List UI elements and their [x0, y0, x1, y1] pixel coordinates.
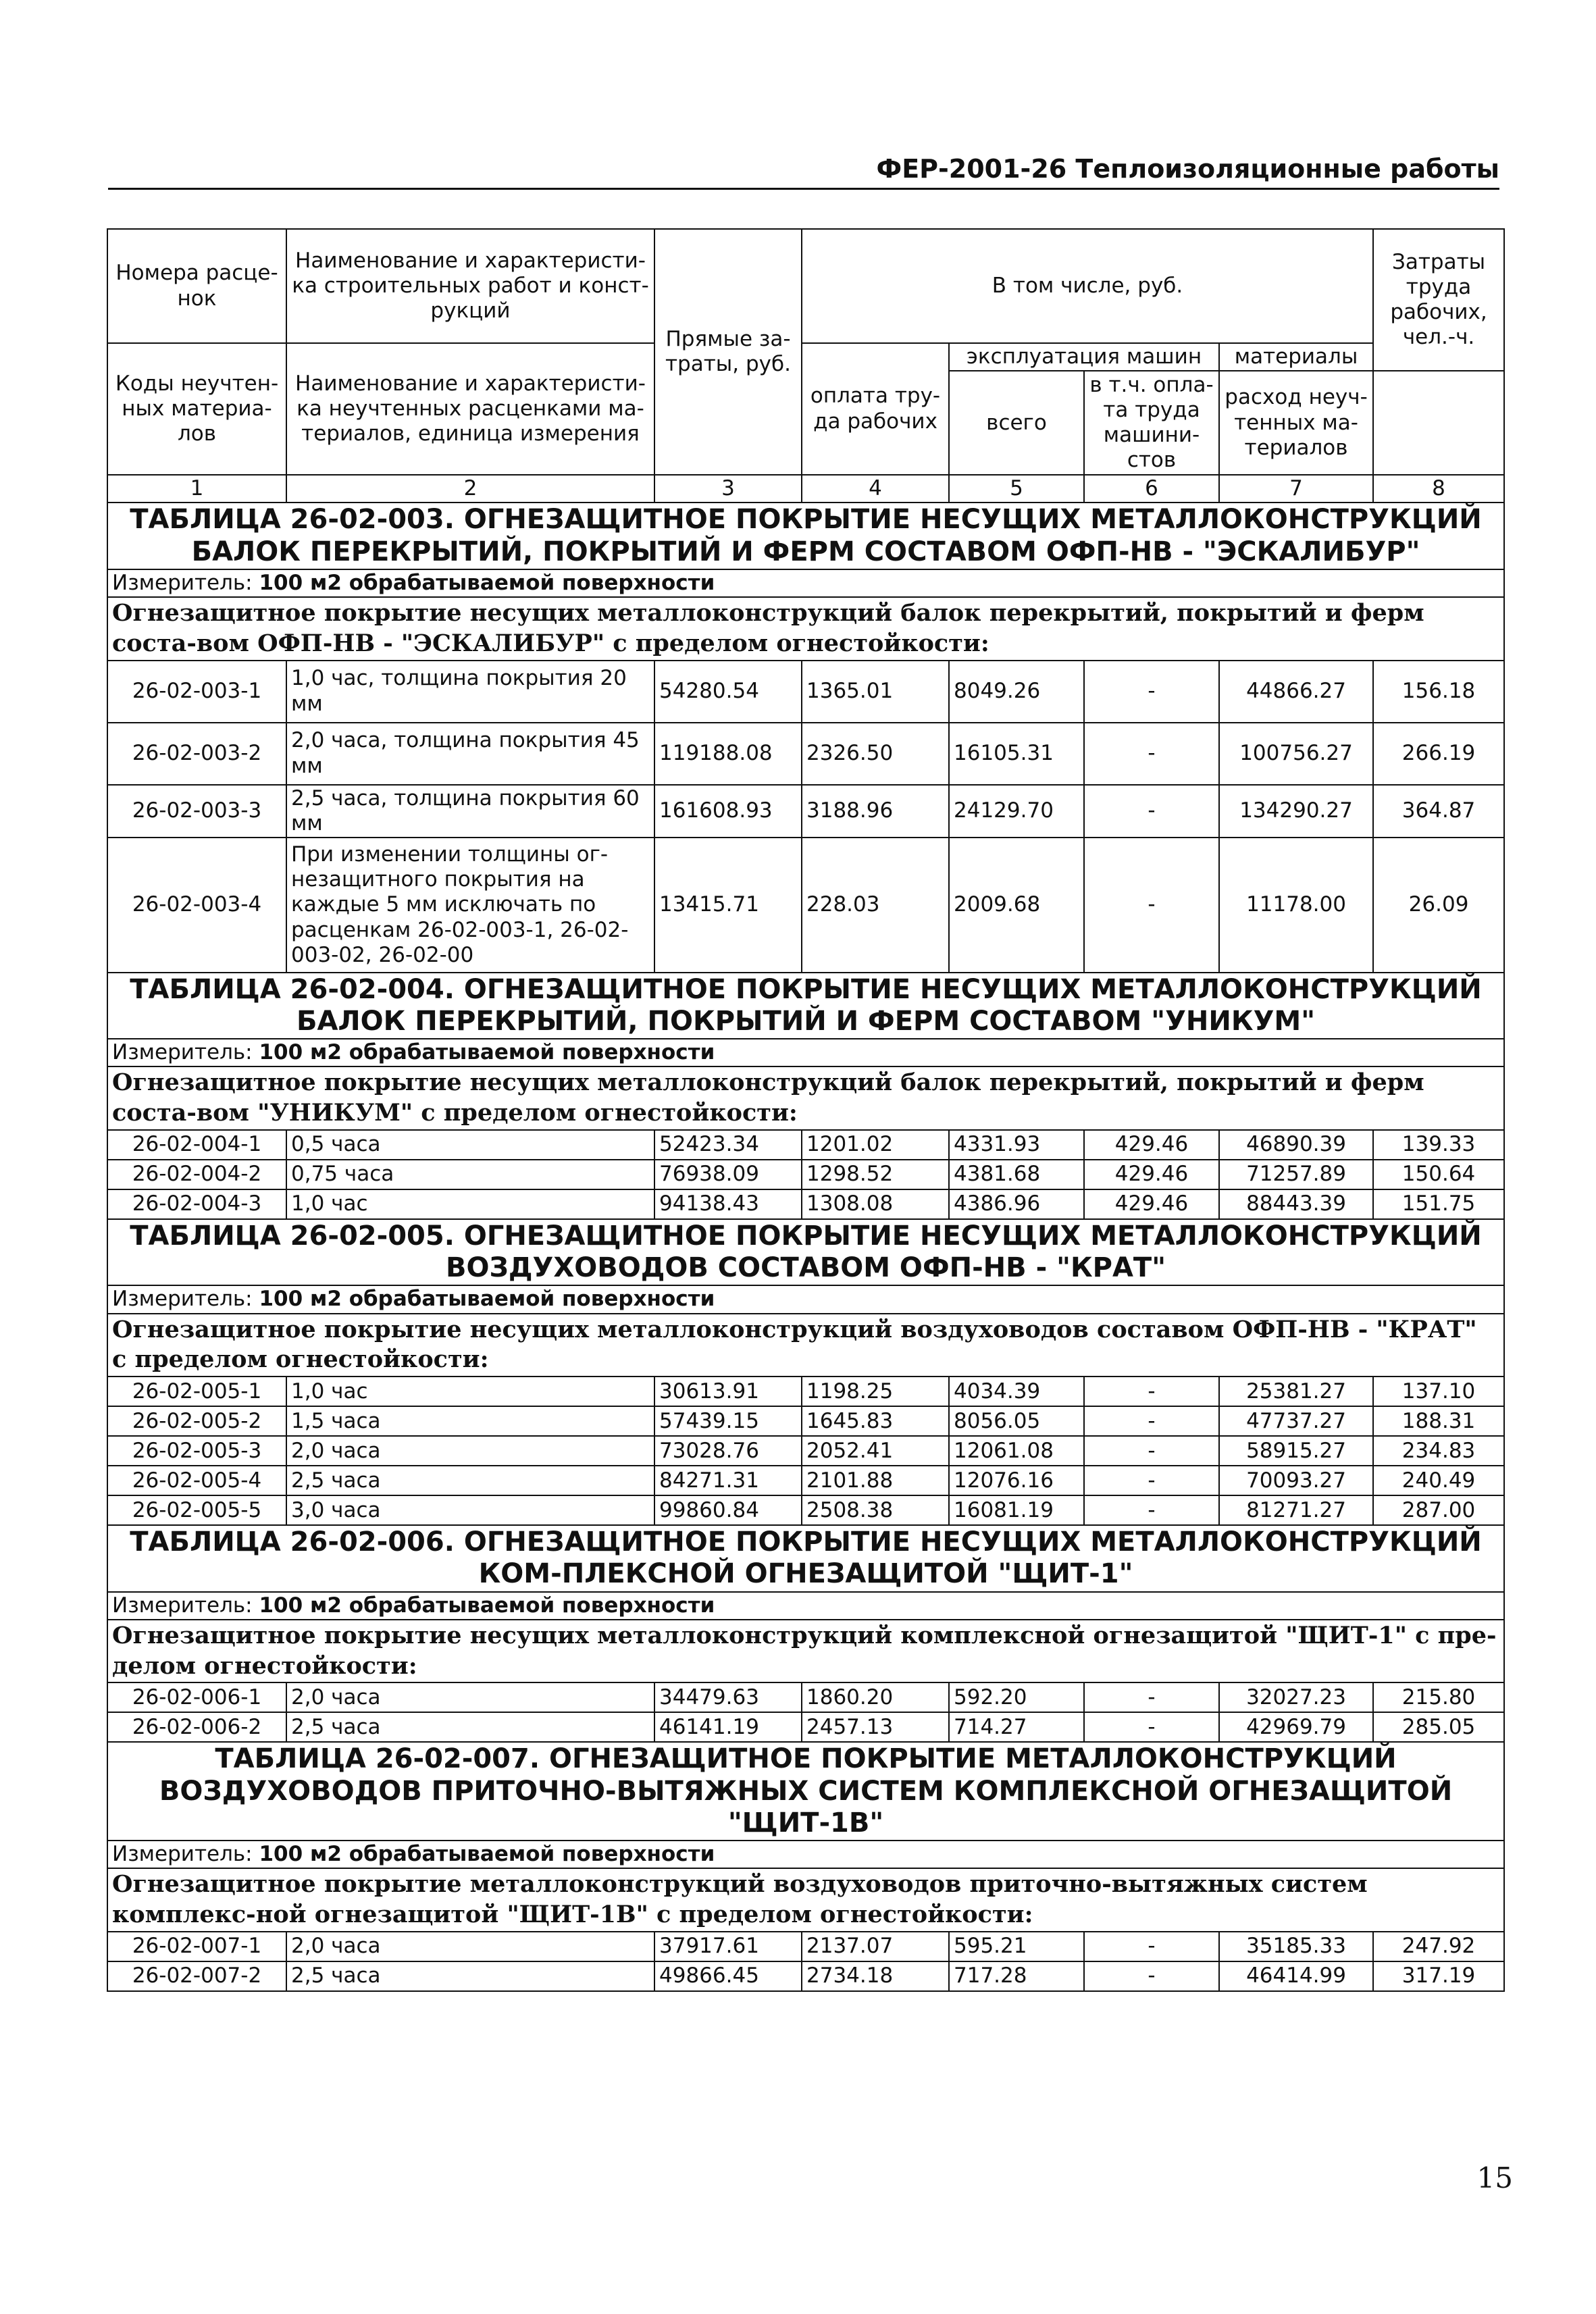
- materials-cost: 100756.27: [1219, 723, 1373, 785]
- table-section-title: ТАБЛИЦА 26-02-005. ОГНЕЗАЩИТНОЕ ПОКРЫТИЕ НЕСУЩИХ МЕТАЛЛОКОНСТРУКЦИЙ ВОЗДУХОВОДОВ СОСТАВОМ ОФП-НВ - "КРАТ": [107, 1219, 1504, 1285]
- rate-code: 26-02-003-2: [107, 723, 286, 785]
- col-machinist-wages-header: в т.ч. опла-та труда машини-стов: [1084, 371, 1219, 475]
- table-section-title: ТАБЛИЦА 26-02-004. ОГНЕЗАЩИТНОЕ ПОКРЫТИЕ НЕСУЩИХ МЕТАЛЛОКОНСТРУКЦИЙ БАЛОК ПЕРЕКРЫТИЙ, ПОКРЫТИЙ И ФЕРМ СОСТАВОМ "УНИКУМ": [107, 973, 1504, 1039]
- materials-cost: 11178.00: [1219, 838, 1373, 973]
- labor-costs: 247.92: [1373, 1932, 1504, 1961]
- machinist-wages: -: [1084, 1712, 1219, 1742]
- labor-costs: 317.19: [1373, 1961, 1504, 1991]
- col-incl-header: В том числе, руб.: [802, 229, 1373, 343]
- table-description-row: [107, 597, 1504, 661]
- machines-total: 12076.16: [949, 1466, 1084, 1495]
- materials-cost: 42969.79: [1219, 1712, 1373, 1742]
- labor-costs: 156.18: [1373, 661, 1504, 723]
- materials-cost: 70093.27: [1219, 1466, 1373, 1495]
- measure-value: 100 м2 обрабатываемой поверхности: [259, 570, 715, 595]
- machinist-wages: -: [1084, 785, 1219, 838]
- rate-name: 2,0 часа: [286, 1436, 654, 1466]
- measure-label: Измеритель:: [112, 1287, 253, 1312]
- rate-name: 2,5 часа: [286, 1712, 654, 1742]
- table-section-title-row: [107, 1525, 1504, 1591]
- rate-code: 26-02-007-2: [107, 1961, 286, 1991]
- rate-code: 26-02-006-2: [107, 1712, 286, 1742]
- labor-costs: 26.09: [1373, 838, 1504, 973]
- direct-costs: 54280.54: [654, 661, 802, 723]
- machinist-wages: -: [1084, 1932, 1219, 1961]
- rate-code: 26-02-003-1: [107, 661, 286, 723]
- rate-name: 1,0 час: [286, 1189, 654, 1219]
- machinist-wages: 429.46: [1084, 1130, 1219, 1160]
- machinist-wages: -: [1084, 1682, 1219, 1712]
- measure-unit: [107, 1841, 1504, 1868]
- direct-costs: 84271.31: [654, 1466, 802, 1495]
- rate-code: 26-02-005-2: [107, 1406, 286, 1436]
- table-section-title-row: [107, 973, 1504, 1039]
- materials-cost: 46890.39: [1219, 1130, 1373, 1160]
- direct-costs: 99860.84: [654, 1495, 802, 1525]
- machines-total: 4331.93: [949, 1130, 1084, 1160]
- worker-wages: 3188.96: [802, 785, 949, 838]
- machines-total: 16081.19: [949, 1495, 1084, 1525]
- table-row: [107, 1682, 1504, 1712]
- table-description: Огнезащитное покрытие несущих металлоконструкций воздуховодов составом ОФП-НВ - "КРАТ" с пределом огнестойкости:: [107, 1314, 1504, 1377]
- table-description: Огнезащитное покрытие металлоконструкций воздуховодов приточно-вытяжных систем комплекс-ной огнезащитой "ЩИТ-1В" с пределом огнестойкости:: [107, 1868, 1504, 1932]
- measure-value: 100 м2 обрабатываемой поверхности: [259, 1593, 715, 1618]
- worker-wages: 1298.52: [802, 1160, 949, 1189]
- rate-name: 2,5 часа: [286, 1466, 654, 1495]
- machinist-wages: -: [1084, 1436, 1219, 1466]
- table-row: [107, 1160, 1504, 1189]
- column-number: 5: [949, 475, 1084, 503]
- machines-total: 4034.39: [949, 1377, 1084, 1406]
- machines-total: 592.20: [949, 1682, 1084, 1712]
- rate-code: 26-02-003-3: [107, 785, 286, 838]
- table-description-row: [107, 1314, 1504, 1377]
- worker-wages: 2326.50: [802, 723, 949, 785]
- table-row: [107, 1130, 1504, 1160]
- machinist-wages: 429.46: [1084, 1189, 1219, 1219]
- labor-costs: 234.83: [1373, 1436, 1504, 1466]
- price-table: [107, 228, 1505, 1992]
- measure-value: 100 м2 обрабатываемой поверхности: [259, 1841, 715, 1866]
- worker-wages: 1365.01: [802, 661, 949, 723]
- rate-code: 26-02-004-2: [107, 1160, 286, 1189]
- col-machines-group-header: эксплуатация машин: [949, 343, 1219, 371]
- labor-costs: 137.10: [1373, 1377, 1504, 1406]
- labor-costs: 151.75: [1373, 1189, 1504, 1219]
- rate-name: 3,0 часа: [286, 1495, 654, 1525]
- measure-label: Измеритель:: [112, 1593, 253, 1618]
- table-row: [107, 661, 1504, 723]
- table-section-title-row: [107, 1742, 1504, 1841]
- materials-cost: 44866.27: [1219, 661, 1373, 723]
- direct-costs: 37917.61: [654, 1932, 802, 1961]
- measure-label: Измеритель:: [112, 570, 253, 595]
- running-title: ФЕР-2001-26 Теплоизоляционные работы: [876, 154, 1499, 184]
- table-description-row: [107, 1066, 1504, 1130]
- table-description: Огнезащитное покрытие несущих металлоконструкций балок перекрытий, покрытий и ферм соста-вом "УНИКУМ" с пределом огнестойкости:: [107, 1066, 1504, 1130]
- machinist-wages: -: [1084, 1466, 1219, 1495]
- rate-name: 2,5 часа, толщина покрытия 60 мм: [286, 785, 654, 838]
- table-row: [107, 1961, 1504, 1991]
- direct-costs: 161608.93: [654, 785, 802, 838]
- rate-code: 26-02-007-1: [107, 1932, 286, 1961]
- column-number-row: [107, 475, 1504, 503]
- rate-name: При изменении толщины ог-незащитного покрытия на каждые 5 мм исключать по расценкам 26-02-003-1, 26-02-003-02, 26-02-00: [286, 838, 654, 973]
- rate-name: 2,0 часа: [286, 1682, 654, 1712]
- table-description: Огнезащитное покрытие несущих металлоконструкций комплексной огнезащитой "ЩИТ-1" с пре-делом огнестойкости:: [107, 1620, 1504, 1683]
- rate-name: 2,0 часа: [286, 1932, 654, 1961]
- col-name-header: Наименование и характеристи-ка строительных работ и конст-рукций: [286, 229, 654, 343]
- column-number: 6: [1084, 475, 1219, 503]
- machines-total: 8056.05: [949, 1406, 1084, 1436]
- column-number: 8: [1373, 475, 1504, 503]
- machinist-wages: -: [1084, 723, 1219, 785]
- col-codes-header: Номера расце-нок: [107, 229, 286, 343]
- table-row: [107, 838, 1504, 973]
- worker-wages: 1198.25: [802, 1377, 949, 1406]
- labor-costs: 364.87: [1373, 785, 1504, 838]
- rate-code: 26-02-005-3: [107, 1436, 286, 1466]
- worker-wages: 1308.08: [802, 1189, 949, 1219]
- column-number: 7: [1219, 475, 1373, 503]
- rate-name: 0,5 часа: [286, 1130, 654, 1160]
- labor-costs: 287.00: [1373, 1495, 1504, 1525]
- worker-wages: 2508.38: [802, 1495, 949, 1525]
- direct-costs: 57439.15: [654, 1406, 802, 1436]
- machines-total: 2009.68: [949, 838, 1084, 973]
- table-section-title: ТАБЛИЦА 26-02-003. ОГНЕЗАЩИТНОЕ ПОКРЫТИЕ НЕСУЩИХ МЕТАЛЛОКОНСТРУКЦИЙ БАЛОК ПЕРЕКРЫТИЙ, ПОКРЫТИЙ И ФЕРМ СОСТАВОМ ОФП-НВ - "ЭСКАЛИБУР": [107, 503, 1504, 569]
- col-unaccounted-name-header: Наименование и характеристи-ка неучтенных расценками ма-териалов, единица измерения: [286, 343, 654, 475]
- rate-code: 26-02-005-4: [107, 1466, 286, 1495]
- rate-code: 26-02-005-1: [107, 1377, 286, 1406]
- col-machines-total-header: всего: [949, 371, 1084, 475]
- worker-wages: 2101.88: [802, 1466, 949, 1495]
- rate-name: 1,0 час, толщина покрытия 20 мм: [286, 661, 654, 723]
- table-row: [107, 1406, 1504, 1436]
- measure-row: [107, 1039, 1504, 1066]
- machinist-wages: 429.46: [1084, 1160, 1219, 1189]
- table-section-title-row: [107, 1219, 1504, 1285]
- direct-costs: 73028.76: [654, 1436, 802, 1466]
- worker-wages: 2457.13: [802, 1712, 949, 1742]
- col-labor-header: Затраты труда рабочих, чел.-ч.: [1373, 229, 1504, 371]
- table-row: [107, 1436, 1504, 1466]
- measure-unit: [107, 1592, 1504, 1620]
- table-row: [107, 723, 1504, 785]
- rate-code: 26-02-006-1: [107, 1682, 286, 1712]
- labor-costs: 150.64: [1373, 1160, 1504, 1189]
- rate-name: 1,5 часа: [286, 1406, 654, 1436]
- materials-cost: 46414.99: [1219, 1961, 1373, 1991]
- rate-name: 2,0 часа, толщина покрытия 45 мм: [286, 723, 654, 785]
- labor-costs: 285.05: [1373, 1712, 1504, 1742]
- table-row: [107, 785, 1504, 838]
- table-description-row: [107, 1620, 1504, 1683]
- measure-row: [107, 1841, 1504, 1868]
- rate-name: 1,0 час: [286, 1377, 654, 1406]
- col-unaccounted-materials-header: расход неуч-тенных ма-териалов: [1219, 371, 1373, 475]
- machinist-wages: -: [1084, 1495, 1219, 1525]
- table-row: [107, 1377, 1504, 1406]
- machinist-wages: -: [1084, 1961, 1219, 1991]
- column-number: 4: [802, 475, 949, 503]
- materials-cost: 81271.27: [1219, 1495, 1373, 1525]
- table-section-title: ТАБЛИЦА 26-02-006. ОГНЕЗАЩИТНОЕ ПОКРЫТИЕ НЕСУЩИХ МЕТАЛЛОКОНСТРУКЦИЙ КОМ-ПЛЕКСНОЙ ОГНЕЗАЩИТОЙ "ЩИТ-1": [107, 1525, 1504, 1591]
- rate-name: 0,75 часа: [286, 1160, 654, 1189]
- measure-unit: [107, 1039, 1504, 1066]
- materials-cost: 32027.23: [1219, 1682, 1373, 1712]
- machines-total: 16105.31: [949, 723, 1084, 785]
- rate-code: 26-02-004-1: [107, 1130, 286, 1160]
- measure-label: Измеритель:: [112, 1841, 253, 1866]
- machinist-wages: -: [1084, 1377, 1219, 1406]
- materials-cost: 134290.27: [1219, 785, 1373, 838]
- labor-costs: 188.31: [1373, 1406, 1504, 1436]
- materials-cost: 47737.27: [1219, 1406, 1373, 1436]
- header-row-2: [107, 343, 1504, 371]
- measure-value: 100 м2 обрабатываемой поверхности: [259, 1287, 715, 1312]
- column-number: 1: [107, 475, 286, 503]
- machines-total: 714.27: [949, 1712, 1084, 1742]
- col-direct-costs-header: Прямые за-траты, руб.: [654, 229, 802, 475]
- measure-row: [107, 1592, 1504, 1620]
- direct-costs: 52423.34: [654, 1130, 802, 1160]
- table-description-row: [107, 1868, 1504, 1932]
- direct-costs: 46141.19: [654, 1712, 802, 1742]
- materials-cost: 71257.89: [1219, 1160, 1373, 1189]
- materials-cost: 88443.39: [1219, 1189, 1373, 1219]
- col-materials-group-header: материалы: [1219, 343, 1373, 371]
- machines-total: 12061.08: [949, 1436, 1084, 1466]
- table-row: [107, 1189, 1504, 1219]
- labor-costs: 240.49: [1373, 1466, 1504, 1495]
- worker-wages: 2137.07: [802, 1932, 949, 1961]
- table-section-title: ТАБЛИЦА 26-02-007. ОГНЕЗАЩИТНОЕ ПОКРЫТИЕ МЕТАЛЛОКОНСТРУКЦИЙ ВОЗДУХОВОДОВ ПРИТОЧНО-ВЫТЯЖНЫХ СИСТЕМ КОМПЛЕКСНОЙ ОГНЕЗАЩИТОЙ "ЩИТ-1В": [107, 1742, 1504, 1841]
- labor-costs: 139.33: [1373, 1130, 1504, 1160]
- materials-cost: 25381.27: [1219, 1377, 1373, 1406]
- measure-unit: [107, 1285, 1504, 1313]
- machines-total: 4386.96: [949, 1189, 1084, 1219]
- machines-total: 8049.26: [949, 661, 1084, 723]
- measure-row: [107, 569, 1504, 597]
- measure-label: Измеритель:: [112, 1040, 253, 1065]
- column-number: 2: [286, 475, 654, 503]
- direct-costs: 13415.71: [654, 838, 802, 973]
- direct-costs: 30613.91: [654, 1377, 802, 1406]
- direct-costs: 34479.63: [654, 1682, 802, 1712]
- worker-wages: 1201.02: [802, 1130, 949, 1160]
- machinist-wages: -: [1084, 838, 1219, 973]
- worker-wages: 1860.20: [802, 1682, 949, 1712]
- direct-costs: 76938.09: [654, 1160, 802, 1189]
- table-section-title-row: [107, 503, 1504, 569]
- direct-costs: 94138.43: [654, 1189, 802, 1219]
- measure-unit: [107, 569, 1504, 597]
- col-labor-header-empty: [1373, 371, 1504, 475]
- worker-wages: 228.03: [802, 838, 949, 973]
- machines-total: 595.21: [949, 1932, 1084, 1961]
- labor-costs: 266.19: [1373, 723, 1504, 785]
- worker-wages: 2052.41: [802, 1436, 949, 1466]
- direct-costs: 119188.08: [654, 723, 802, 785]
- direct-costs: 49866.45: [654, 1961, 802, 1991]
- table-row: [107, 1495, 1504, 1525]
- measure-row: [107, 1285, 1504, 1313]
- materials-cost: 58915.27: [1219, 1436, 1373, 1466]
- machinist-wages: -: [1084, 1406, 1219, 1436]
- machinist-wages: -: [1084, 661, 1219, 723]
- table-description: Огнезащитное покрытие несущих металлоконструкций балок перекрытий, покрытий и ферм соста-вом ОФП-НВ - "ЭСКАЛИБУР" с пределом огнестойкости:: [107, 597, 1504, 661]
- header-row-1: [107, 229, 1504, 343]
- table-row: [107, 1932, 1504, 1961]
- table-row: [107, 1466, 1504, 1495]
- rate-code: 26-02-003-4: [107, 838, 286, 973]
- rate-code: 26-02-004-3: [107, 1189, 286, 1219]
- rate-code: 26-02-005-5: [107, 1495, 286, 1525]
- machines-total: 717.28: [949, 1961, 1084, 1991]
- column-number: 3: [654, 475, 802, 503]
- header-rule: [108, 188, 1499, 190]
- machines-total: 4381.68: [949, 1160, 1084, 1189]
- rate-name: 2,5 часа: [286, 1961, 654, 1991]
- materials-cost: 35185.33: [1219, 1932, 1373, 1961]
- page-number: 15: [1476, 2161, 1513, 2194]
- col-unaccounted-codes-header: Коды неучтен-ных материа-лов: [107, 343, 286, 475]
- table-row: [107, 1712, 1504, 1742]
- worker-wages: 1645.83: [802, 1406, 949, 1436]
- worker-wages: 2734.18: [802, 1961, 949, 1991]
- machines-total: 24129.70: [949, 785, 1084, 838]
- labor-costs: 215.80: [1373, 1682, 1504, 1712]
- measure-value: 100 м2 обрабатываемой поверхности: [259, 1040, 715, 1065]
- col-wages-header: оплата тру-да рабочих: [802, 343, 949, 475]
